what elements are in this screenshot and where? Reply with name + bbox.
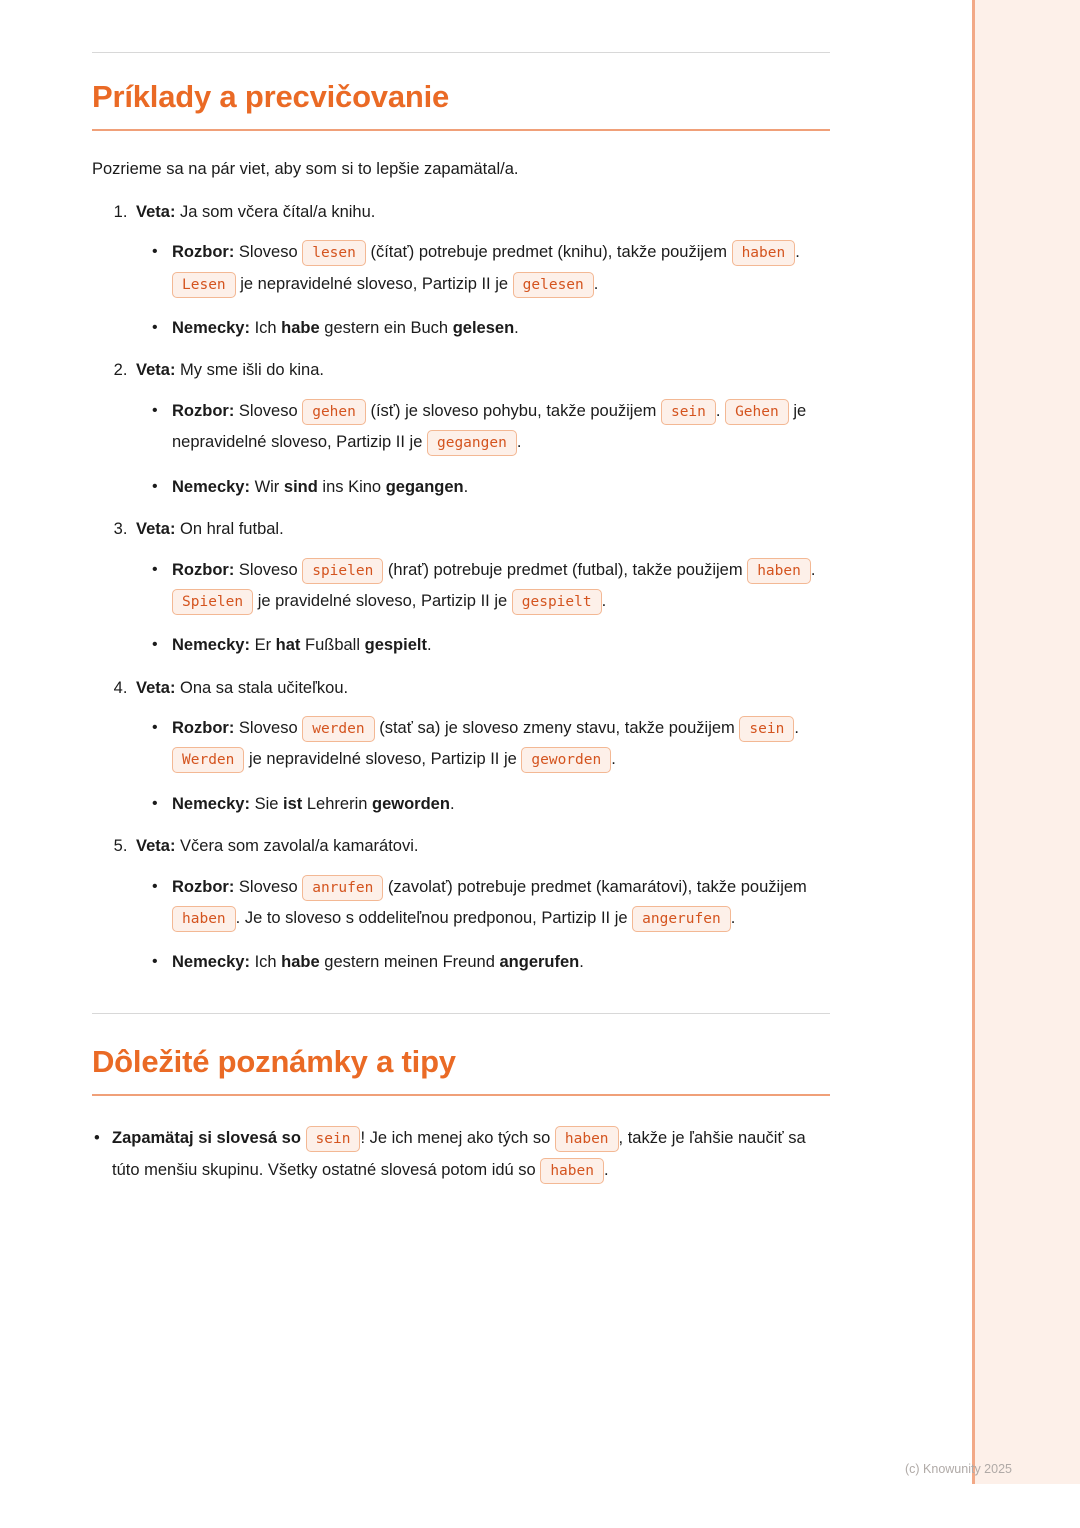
- nemecky-bold-2: gespielt: [364, 636, 427, 655]
- nemecky-bold-2: geworden: [372, 794, 450, 813]
- detail-list: [136, 396, 830, 503]
- rozbor-label: Rozbor:: [172, 719, 235, 738]
- nemecky-text-3: .: [514, 319, 519, 337]
- nemecky-text-3: .: [463, 477, 469, 496]
- copyright-notice: (c) Knowunity 2025: [904, 1462, 1012, 1476]
- keyword-chip: gehen: [302, 399, 366, 425]
- tip-text-1: ! Je ich menej ako tých so: [360, 1128, 551, 1147]
- nemecky-bold-1: hat: [275, 636, 301, 655]
- rozbor-text-5: .: [611, 750, 616, 769]
- rozbor-text-4: je pravidelné sloveso, Partizip II je: [257, 591, 508, 610]
- section-divider: [92, 1013, 830, 1014]
- document-content: [92, 0, 830, 1186]
- rozbor-text-3: .: [794, 719, 799, 738]
- keyword-chip: haben: [172, 906, 236, 932]
- keyword-chip: sein: [306, 1126, 361, 1152]
- intro-paragraph: Pozrieme sa na pár viet, aby som si to lepšie zapamätal/a.: [92, 160, 519, 178]
- keyword-chip: anrufen: [302, 875, 383, 901]
- rozbor-text-1: Sloveso: [238, 243, 298, 262]
- nemecky-bold-1: ist: [283, 794, 303, 813]
- page-title: Príklady a precvičovanie: [92, 79, 450, 114]
- rozbor-text-5: .: [593, 274, 599, 293]
- keyword-chip: Gehen: [725, 399, 789, 425]
- nemecky-bold-2: angerufen: [499, 953, 580, 972]
- rozbor-item: [172, 872, 830, 935]
- rozbor-text-2: (stať sa) je sloveso zmeny stavu, takže použijem: [379, 719, 735, 738]
- rozbor-text-4: je nepravidelné sloveso, Partizip II je: [240, 274, 509, 293]
- tip-bold: Zapamätaj si slovesá so: [112, 1128, 301, 1147]
- rozbor-item: [172, 237, 830, 300]
- veta-text: On hral futbal.: [180, 519, 284, 538]
- nemecky-text-2: ins Kino: [322, 477, 382, 496]
- examples-list: [92, 200, 830, 979]
- list-item: [132, 834, 830, 979]
- keyword-chip: Werden: [172, 747, 244, 773]
- tip-text-2: , takže je ľahšie naučiť sa túto menšiu skupinu. Všetky ostatné slovesá potom idú so: [112, 1128, 806, 1179]
- rozbor-text-2: (čítať) potrebuje predmet (knihu), takže použijem: [370, 243, 727, 262]
- keyword-chip: lesen: [302, 240, 366, 266]
- decorative-right-strip: [972, 0, 1080, 1484]
- nemecky-bold-1: sind: [283, 477, 318, 496]
- rozbor-text-3: .: [795, 243, 800, 262]
- nemecky-label: Nemecky:: [172, 794, 250, 813]
- keyword-chip: Lesen: [172, 272, 236, 298]
- keyword-chip: geworden: [521, 747, 611, 773]
- rozbor-text-3: .: [715, 401, 721, 420]
- nemecky-label: Nemecky:: [172, 319, 250, 337]
- keyword-chip: gelesen: [513, 272, 594, 298]
- nemecky-text-2: Fußball: [305, 636, 361, 655]
- keyword-chip: gegangen: [427, 430, 517, 456]
- rozbor-text-1: Sloveso: [238, 877, 298, 896]
- list-item: [132, 676, 830, 821]
- veta-label: Veta:: [136, 678, 176, 697]
- nemecky-bold-1: habe: [281, 953, 320, 972]
- rozbor-label: Rozbor:: [172, 243, 235, 262]
- keyword-chip: haben: [555, 1126, 619, 1152]
- veta-text: My sme išli do kina.: [180, 361, 324, 380]
- section-title-notes: Dôležité poznámky a tipy: [92, 1043, 456, 1079]
- top-divider: [92, 52, 830, 53]
- title-divider: [92, 129, 830, 131]
- nemecky-bold-2: gegangen: [385, 477, 464, 496]
- nemecky-text-2: gestern meinen Freund: [324, 953, 495, 972]
- rozbor-text-1: Sloveso: [238, 560, 298, 579]
- list-item: [132, 517, 830, 662]
- nemecky-item: [172, 947, 830, 978]
- detail-list: [136, 713, 830, 820]
- nemecky-item: [172, 472, 830, 503]
- rozbor-label: Rozbor:: [172, 877, 235, 896]
- nemecky-bold-2: gelesen: [452, 319, 515, 337]
- nemecky-text-3: .: [579, 953, 584, 972]
- keyword-chip: spielen: [302, 558, 383, 584]
- list-item: [132, 200, 830, 345]
- tip-text-3: .: [603, 1160, 609, 1179]
- veta-label: Veta:: [136, 519, 176, 538]
- keyword-chip: haben: [747, 558, 811, 584]
- tip-item: [112, 1122, 830, 1186]
- keyword-chip: Spielen: [172, 589, 253, 615]
- rozbor-text-1: Sloveso: [238, 401, 298, 420]
- title-divider-2: [92, 1094, 830, 1096]
- rozbor-text-3: . Je to sloveso s oddeliteľnou predponou, Partizip II je: [235, 909, 628, 928]
- rozbor-text-3: .: [810, 560, 816, 579]
- nemecky-item: [172, 630, 830, 661]
- nemecky-text-1: Wir: [254, 477, 280, 496]
- nemecky-bold-1: habe: [281, 319, 320, 337]
- decorative-vertical-line: [972, 0, 975, 1484]
- veta-text: Včera som zavolal/a kamarátovi.: [180, 837, 419, 856]
- rozbor-text-1: Sloveso: [238, 719, 298, 738]
- nemecky-text-3: .: [449, 794, 455, 813]
- keyword-chip: sein: [739, 716, 794, 742]
- keyword-chip: haben: [540, 1158, 604, 1184]
- rozbor-label: Rozbor:: [172, 401, 235, 420]
- detail-list: [136, 872, 830, 979]
- veta-label: Veta:: [136, 837, 176, 856]
- detail-list: [136, 555, 830, 662]
- rozbor-text-5: .: [730, 909, 736, 928]
- rozbor-text-5: .: [516, 433, 522, 452]
- nemecky-label: Nemecky:: [172, 636, 250, 655]
- tips-list: [92, 1122, 830, 1186]
- nemecky-text-3: .: [426, 636, 432, 655]
- rozbor-text-4: je nepravidelné sloveso, Partizip II je: [172, 401, 807, 452]
- rozbor-text-2: (hrať) potrebuje predmet (futbal), takže použijem: [387, 560, 743, 579]
- keyword-chip: werden: [302, 716, 374, 742]
- keyword-chip: sein: [661, 399, 716, 425]
- rozbor-item: [172, 555, 830, 618]
- detail-list: [136, 237, 830, 344]
- nemecky-text-1: Sie: [254, 794, 279, 813]
- veta-label: Veta:: [136, 202, 176, 221]
- nemecky-text-1: Ich: [254, 319, 277, 337]
- veta-text: Ja som včera čítal/a knihu.: [180, 202, 376, 221]
- veta-label: Veta:: [136, 361, 176, 380]
- rozbor-item: [172, 713, 830, 776]
- veta-text: Ona sa stala učiteľkou.: [180, 678, 349, 697]
- nemecky-text-1: Er: [254, 636, 272, 655]
- rozbor-text-4: je nepravidelné sloveso, Partizip II je: [248, 750, 517, 769]
- nemecky-item: [172, 789, 830, 820]
- keyword-chip: haben: [732, 240, 796, 266]
- keyword-chip: gespielt: [512, 589, 602, 615]
- nemecky-label: Nemecky:: [172, 477, 250, 496]
- nemecky-text-2: Lehrerin: [306, 794, 368, 813]
- rozbor-text-5: .: [601, 591, 607, 610]
- nemecky-text-2: gestern ein Buch: [324, 319, 449, 337]
- rozbor-label: Rozbor:: [172, 560, 235, 579]
- nemecky-text-1: Ich: [254, 953, 277, 972]
- keyword-chip: angerufen: [632, 906, 731, 932]
- rozbor-text-2: (ísť) je sloveso pohybu, takže použijem: [370, 401, 657, 420]
- nemecky-item: [172, 313, 830, 344]
- rozbor-item: [172, 396, 830, 459]
- rozbor-text-2: (zavolať) potrebuje predmet (kamarátovi), takže použijem: [387, 877, 807, 896]
- nemecky-label: Nemecky:: [172, 953, 250, 972]
- list-item: [132, 358, 830, 503]
